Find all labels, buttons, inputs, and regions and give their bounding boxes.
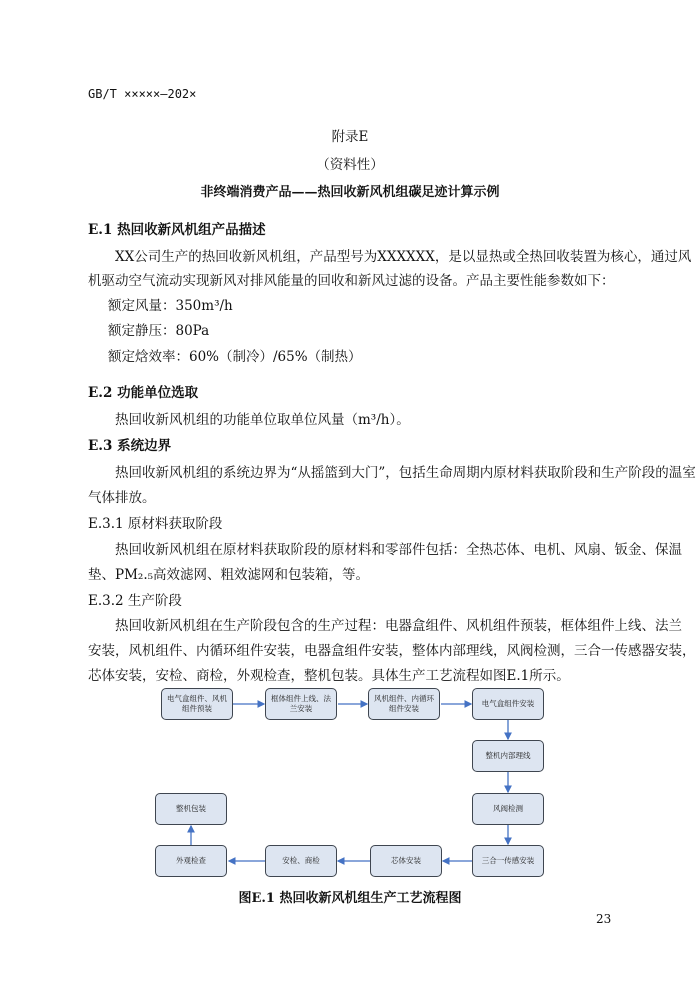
section-e1-heading: E.1 热回收新风机组产品描述 [88,222,266,238]
parameter: 额定静压：80Pa [108,323,210,339]
flow-step: 整机包装 [155,793,227,825]
appendix-title: 非终端消费产品——热回收新风机组碳足迹计算示例 [200,185,500,200]
paragraph: 热回收新风机组在生产阶段包含的生产过程：电器盒组件、风机组件预装，框体组件上线、法兰 [115,618,682,634]
subsection-heading: E.3.2 生产阶段 [88,593,182,609]
paragraph: 芯体安装，安检、商检，外观检查，整机包装。具体生产工艺流程如图E.1所示。 [88,668,570,684]
flow-step: 风机组件、内循环组件安装 [368,688,440,720]
flow-step: 三合一传感安装 [472,845,544,877]
page-number: 23 [596,912,612,926]
paragraph: 热回收新风机组的系统边界为“从摇篮到大门”，包括生命周期内原材料获取阶段和生产阶段的温室 [115,465,696,481]
paragraph: 安装，风机组件、内循环组件安装，电器盒组件安装，整体内部理线，风阀检测，三合一传感器安装， [88,643,696,659]
paragraph: 热回收新风机组的功能单位取单位风量（m³/h）。 [115,412,410,428]
paragraph: 机驱动空气流动实现新风对排风能量的回收和新风过滤的设备。产品主要性能参数如下： [88,273,615,289]
section-e3-heading: E.3 系统边界 [88,438,172,454]
flow-step: 框体组件上线、法兰安装 [265,688,337,720]
standard-header: GB/T ×××××—202× [88,87,197,101]
flow-step: 外观检查 [155,845,227,877]
appendix-label: 附录E [331,129,369,145]
subsection-heading: E.3.1 原材料获取阶段 [88,516,223,532]
flow-step: 整机内部理线 [472,740,544,772]
parameter: 额定风量：350m³/h [108,298,233,314]
paragraph: 垫、PM₂.₅高效滤网、粗效滤网和包装箱，等。 [88,567,370,583]
flow-step: 风阀检测 [472,793,544,825]
section-e2-heading: E.2 功能单位选取 [88,385,199,401]
paragraph: 热回收新风机组在原材料获取阶段的原材料和零部件包括：全热芯体、电机、风扇、钣金、保温 [115,542,682,558]
paragraph: XX公司生产的热回收新风机组，产品型号为XXXXXX，是以显热或全热回收装置为核心，通过风 [115,249,692,265]
flow-step: 芯体安装 [370,845,442,877]
flow-step: 安检、商检 [265,845,337,877]
paragraph: 气体排放。 [88,490,156,506]
flow-step: 电气盒组件、风机组件预装 [161,688,233,720]
flow-step: 电气盒组件安装 [472,688,544,720]
figure-caption: 图E.1 热回收新风机组生产工艺流程图 [238,891,462,906]
appendix-nature: （资料性） [316,157,384,173]
parameter: 额定焓效率：60%（制冷）/65%（制热） [108,349,362,365]
